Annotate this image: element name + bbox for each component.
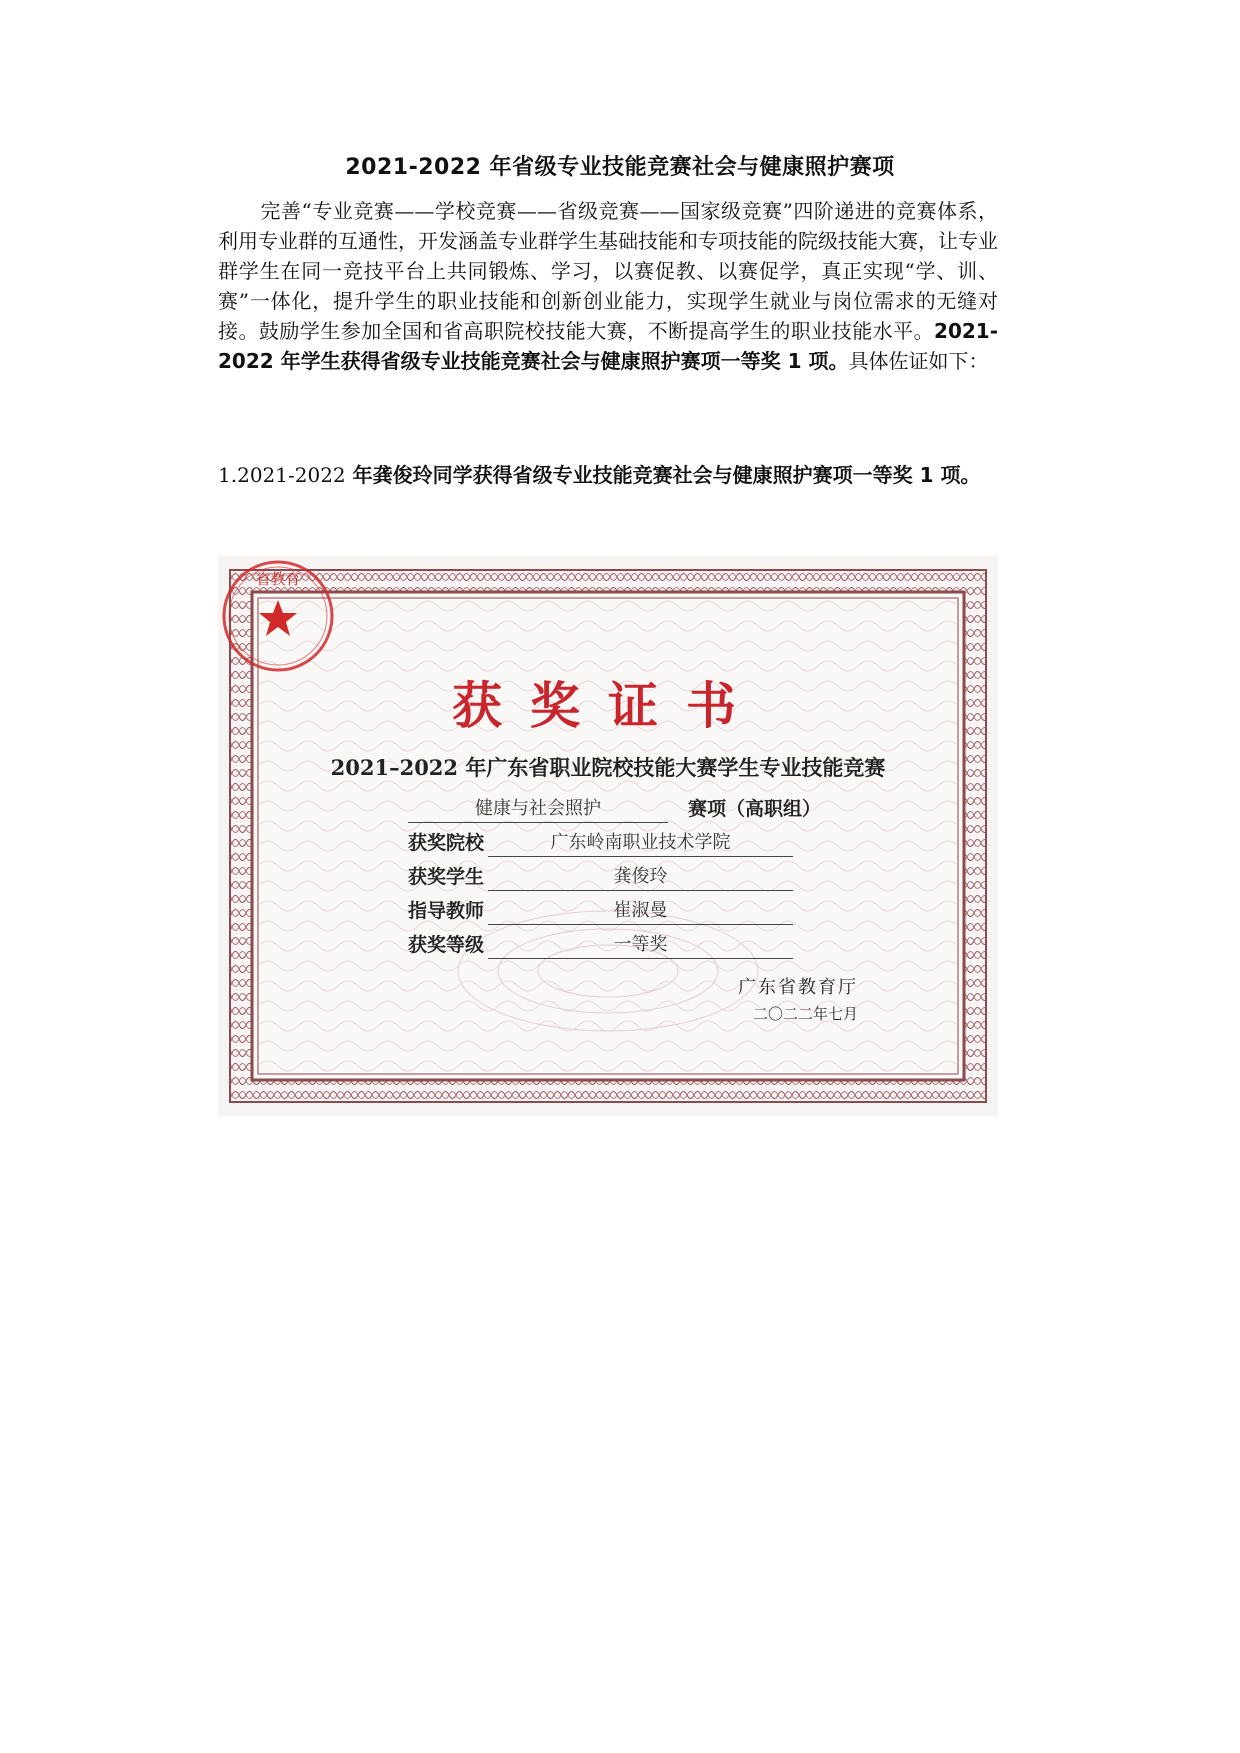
issuer-name: 广东省教育厅 bbox=[738, 977, 858, 998]
school-value: 广东岭南职业技术学院 bbox=[488, 828, 793, 857]
item-prefix: 2021-2022 bbox=[237, 463, 346, 487]
seal-text: 省教育 bbox=[255, 570, 301, 588]
evidence-item-1 bbox=[218, 460, 998, 490]
item-text: 年龚俊玲同学获得省级专业技能竞赛社会与健康照护赛项一等奖 1 项。 bbox=[345, 463, 981, 487]
event-suffix: 赛项（高职组） bbox=[688, 798, 822, 820]
certificate-heading: 获奖证书 bbox=[452, 676, 764, 735]
school-label: 获奖院校 bbox=[408, 832, 485, 854]
intro-paragraph bbox=[218, 196, 998, 376]
student-label: 获奖学生 bbox=[408, 866, 485, 888]
issue-date: 二〇二二年七月 bbox=[753, 1005, 859, 1023]
level-value: 一等奖 bbox=[488, 930, 793, 959]
teacher-value: 崔淑曼 bbox=[488, 896, 793, 925]
teacher-label: 指导教师 bbox=[408, 900, 485, 922]
award-certificate-image bbox=[218, 556, 998, 1116]
level-label: 获奖等级 bbox=[408, 934, 485, 956]
certificate-subtitle: 2021–2022 年广东省职业院校技能大赛学生专业技能竞赛 bbox=[330, 755, 886, 780]
intro-bold-summary: 2021-2022 年学生获得省级专业技能竞赛社会与健康照护赛项一等奖 1 项。 bbox=[218, 319, 998, 373]
item-number: 1. bbox=[218, 463, 238, 487]
page-title: 2021-2022 年省级专业技能竞赛社会与健康照护赛项 bbox=[345, 155, 895, 180]
official-seal-stamp bbox=[218, 556, 338, 676]
student-value: 龚俊玲 bbox=[488, 862, 793, 891]
intro-text: 完善“专业竞赛——学校竞赛——省级竞赛——国家级竞赛”四阶递进的竞赛体系，利用专业群的互通性，开发涵盖专业群学生基础技能和专项技能的院级技能大赛，让专业群学生在同一竞技平台上共同锻炼、学习，以赛促教、以赛促学，真正实现“学、训、赛”一体化，提升学生的职业技能和创新创业能力，实现学生就业与岗位需求的无缝对接。鼓励学生参加全国和省高职院校技能大赛，不断提高学生的职业技能水平。 bbox=[218, 199, 998, 343]
intro-tail: 具体佐证如下： bbox=[848, 349, 989, 373]
event-name-field: 健康与社会照护 bbox=[408, 794, 668, 823]
